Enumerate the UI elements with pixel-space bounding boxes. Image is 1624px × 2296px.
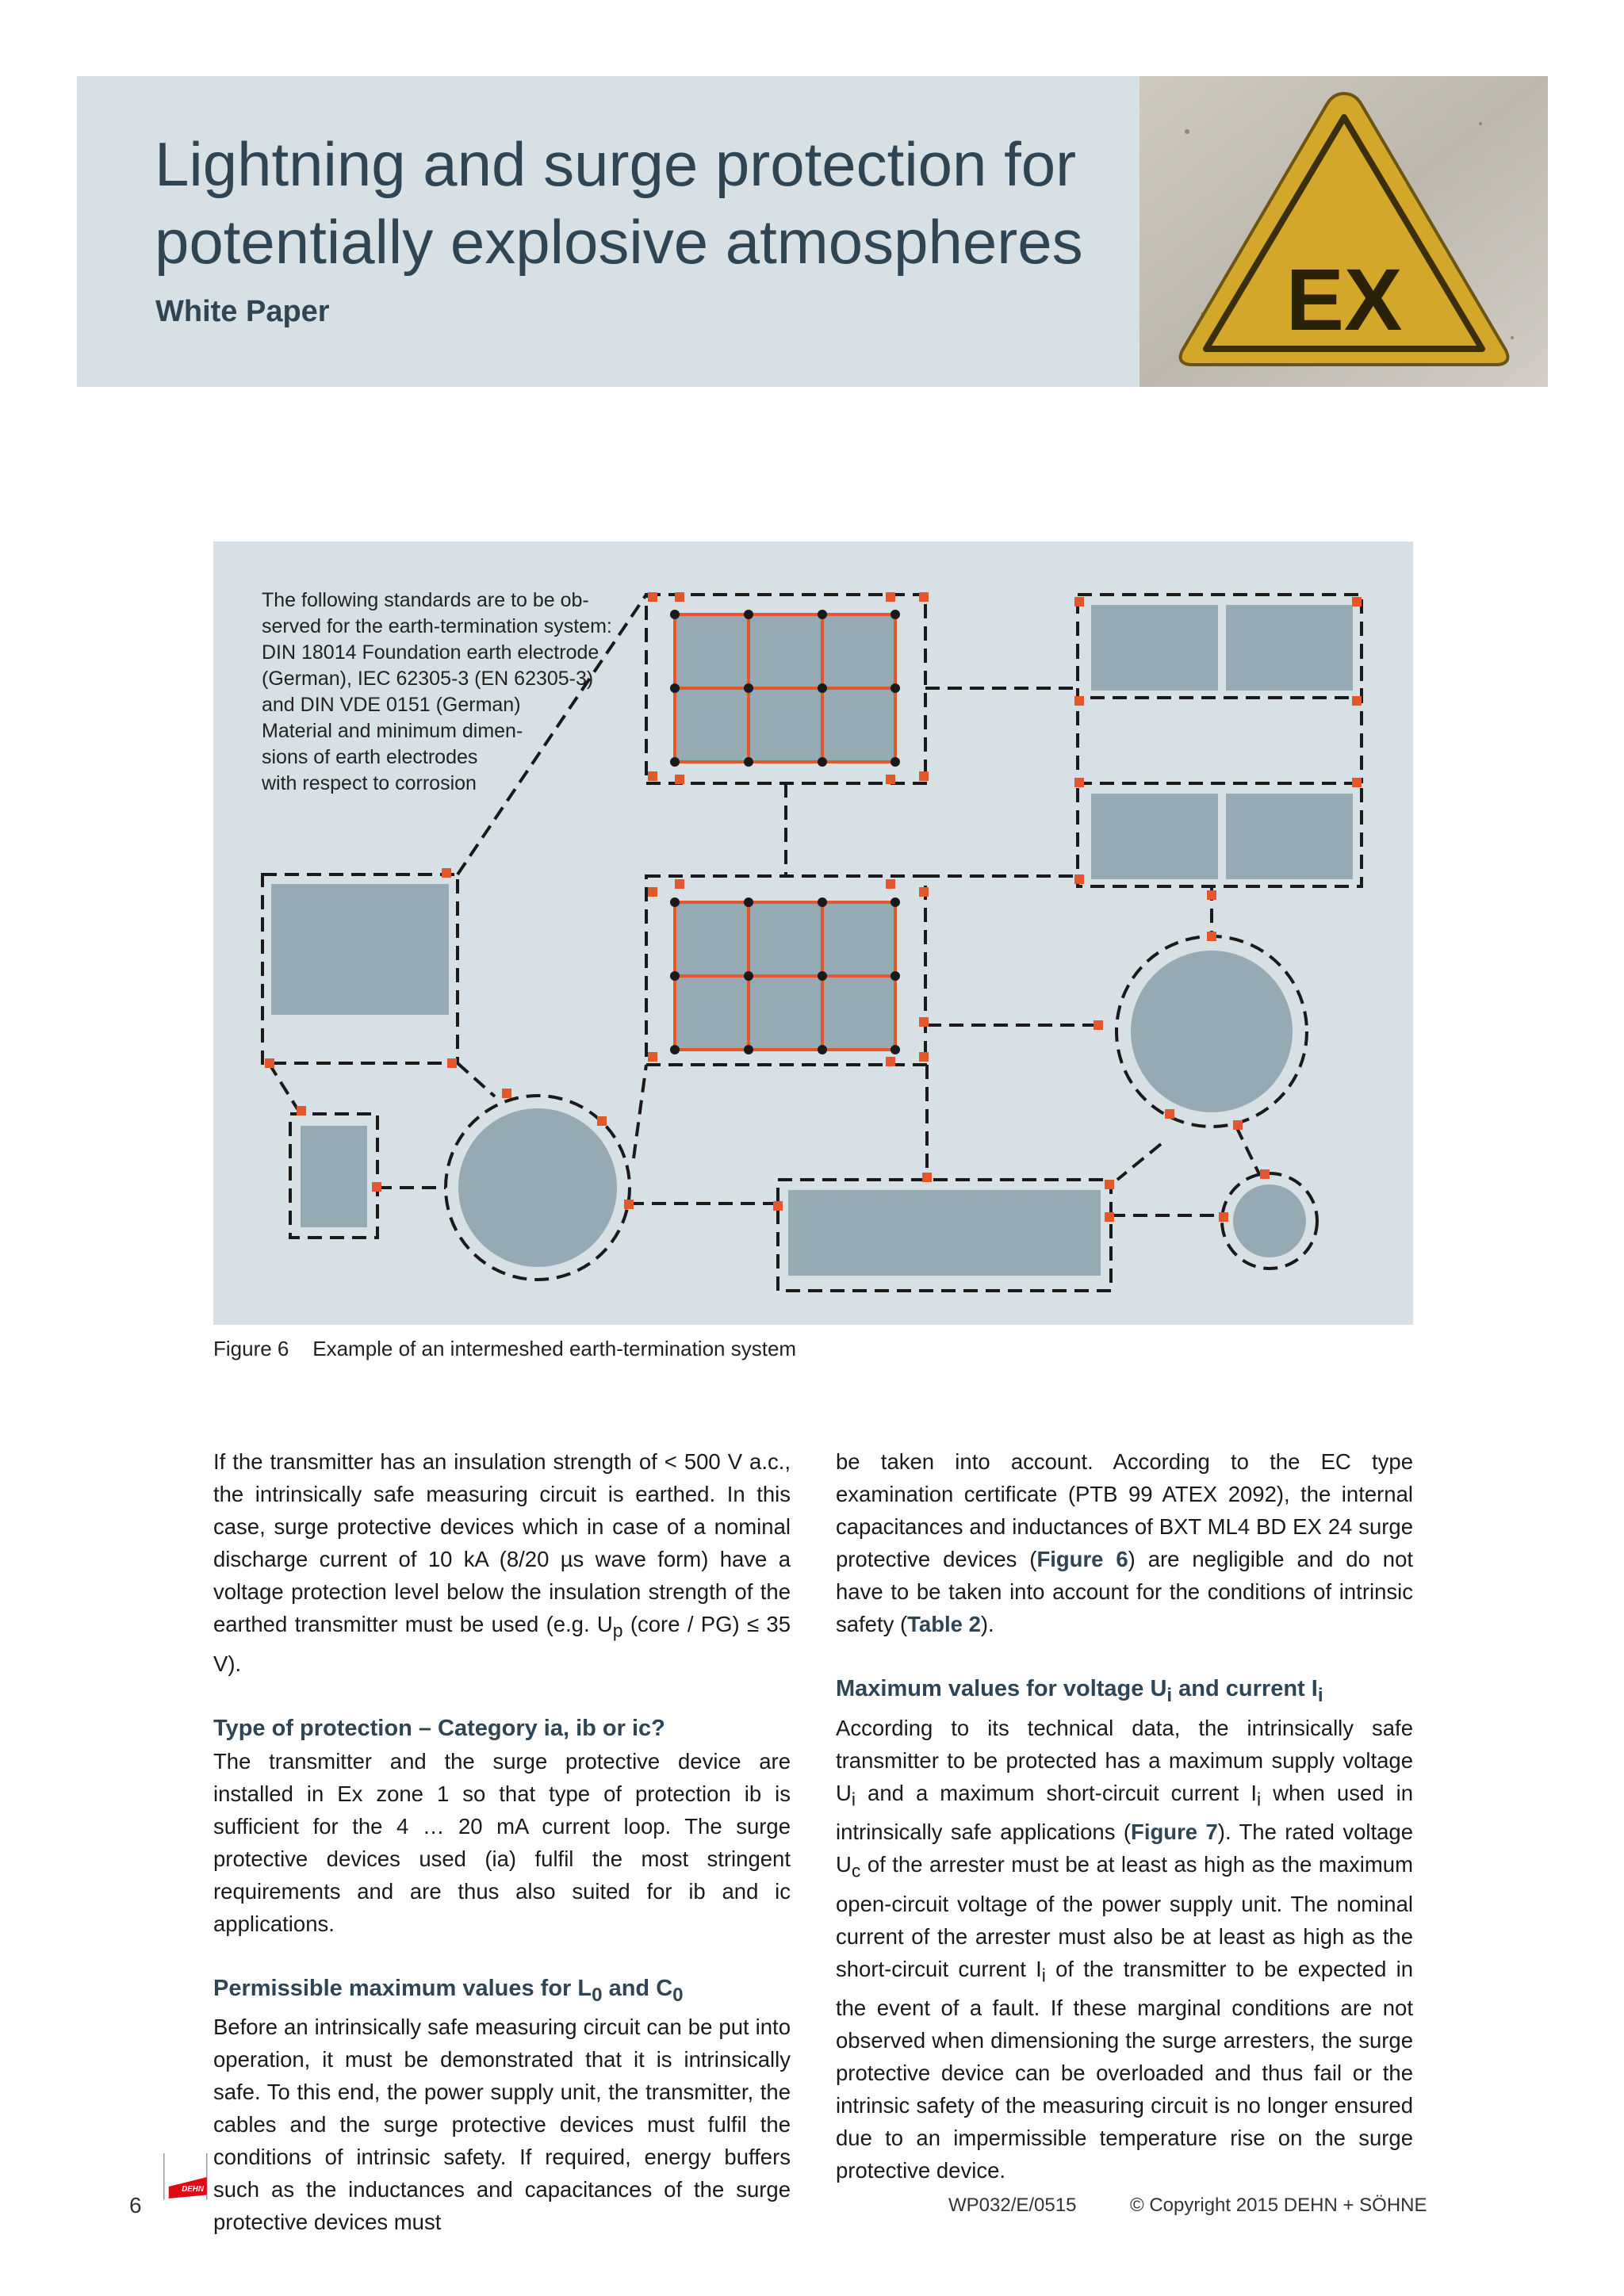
text: and C (602, 1975, 673, 2001)
page-subtitle: White Paper (155, 295, 330, 328)
subscript: i (1317, 1684, 1323, 1706)
subscript: i (1041, 1965, 1046, 1986)
ex-warning-sign-photo (1139, 76, 1548, 387)
building-right-4 (1226, 794, 1353, 879)
annotation-line: and DIN VDE 0151 (German) (262, 694, 521, 716)
dehn-logo-text: DEHN (182, 2185, 204, 2194)
annotation-line: (German), IEC 62305-3 (EN 62305-3) (262, 668, 594, 690)
building-right-2 (1226, 605, 1353, 691)
text: ). (980, 1612, 994, 1636)
building-bottom-long (788, 1190, 1101, 1276)
subscript: i (1166, 1684, 1173, 1706)
text: when used in intrinsically safe applications ( (836, 1780, 1413, 1845)
table-reference: Table 2 (907, 1612, 981, 1636)
subscript: i (1256, 1789, 1262, 1810)
subscript: p (612, 1620, 623, 1641)
text: Permissible maximum values for L (213, 1975, 592, 2001)
document-code: WP032/E/0515 (948, 2195, 1077, 2216)
annotation-line: served for the earth-termination system: (262, 615, 612, 637)
dehn-logo (151, 2153, 238, 2201)
paragraph (836, 1712, 1413, 2187)
paragraph (213, 1445, 791, 1680)
figure-number: Figure 6 (213, 1337, 289, 1360)
figure-caption-text: Example of an intermeshed earth-termination system (312, 1337, 797, 1360)
annotation-line: with respect to corrosion (262, 772, 477, 794)
text: (core / PG) ≤ 35 V). (213, 1612, 791, 1676)
text: Maximum values for voltage U (836, 1676, 1167, 1701)
text: ) are negligible and do not have to be taken into account for the conditions of intrinsic safety ( (836, 1547, 1413, 1636)
text: ). The rated voltage U (836, 1820, 1414, 1877)
annotation-line: The following standards are to be ob- (262, 589, 589, 611)
tank-small (1233, 1184, 1306, 1257)
text: be taken into account. According to the EC type examination certificate (PTB 99 ATEX 2092), the internal capacitances and inductances of BXT ML4 BD EX 24 surge protective devices ( (836, 1449, 1413, 1571)
tank-left (458, 1108, 617, 1267)
section-heading (836, 1673, 1413, 1712)
section-heading (213, 1973, 791, 2011)
paragraph: Before an intrinsically safe measuring circuit can be put into operation, it must be demonstrated that it is intrinsically safe. To this end, the power supply unit, the transmitter, the cables and the surge protective devices must fulfil the conditions of intrinsic safety. If required, energy buffers such as the inductances and capacitances of the surge protective devices must (213, 2015, 791, 2235)
copyright-notice: © Copyright 2015 DEHN + SÖHNE (1130, 2195, 1427, 2216)
subscript: 0 (672, 1984, 684, 2006)
building-right-3 (1091, 794, 1218, 879)
text: of the transmitter to be expected in the event of a fault. If these marginal conditions are not observed when dimensioning the surge arresters, the surge protective device can be overloaded and thus fail or the intrinsic safety of the measuring circuit is no longer ensured due to an impermissible temperature rise on the surge protective device. (836, 1956, 1413, 2183)
text: and a maximum short-circuit current I (855, 1780, 1257, 1805)
ex-sign-text: EX (1285, 251, 1403, 349)
title-line-1: Lightning and surge protection for (155, 129, 1077, 199)
paragraph (836, 1445, 1413, 1640)
left-column (213, 1445, 791, 2238)
subscript: 0 (592, 1984, 603, 2006)
subscript: i (851, 1789, 856, 1810)
text: of the arrester must be at least as high as the maximum open-circuit voltage of the power supply unit. The nominal current of the arrester must also be at least as high as the short-circuit current I (836, 1852, 1413, 1981)
right-column (836, 1445, 1413, 2187)
building-small (301, 1126, 367, 1227)
building-right-1 (1091, 605, 1218, 691)
paragraph: The transmitter and the surge protective device are installed in Ex zone 1 so that type of protection ib is sufficient for the 4 … 20 mA current loop. The surge protective devices used (ia) fulfil the most stringent requirements and are thus also suited for ib and ic applications. (213, 1748, 791, 1936)
title-line-2: potentially explosive atmospheres (155, 207, 1083, 277)
figure-reference: Figure 6 (1036, 1547, 1128, 1571)
annotation-line: DIN 18014 Foundation earth electrode (262, 641, 599, 664)
text: If the transmitter has an insulation strength of < 500 V a.c., the intrinsically safe measuring circuit is earthed. In this case, surge protective devices which in case of a nominal discharge current of 10 kA (8/20 µs wave form) have a voltage protection level below the insulation strength of the earthed transmitter must be used (e.g. U (213, 1449, 791, 1636)
annotation-line: sions of earth electrodes (262, 746, 478, 768)
header-banner (77, 76, 1548, 387)
annotation-line: Material and minimum dimen- (262, 720, 523, 742)
tank-right (1131, 951, 1293, 1112)
section-heading: Type of protection – Category ia, ib or ic? (213, 1715, 665, 1741)
figure-caption (213, 1337, 796, 1361)
page-title (155, 125, 1106, 281)
text: According to its technical data, the intrinsically safe transmitter to be protected has a maximum supply voltage U (836, 1715, 1413, 1805)
building-left (271, 884, 449, 1015)
text: and current I (1172, 1676, 1318, 1701)
subscript: c (851, 1860, 861, 1881)
page-number: 6 (129, 2193, 142, 2218)
figure-reference: Figure 7 (1131, 1820, 1218, 1845)
earth-termination-figure (213, 541, 1413, 1325)
